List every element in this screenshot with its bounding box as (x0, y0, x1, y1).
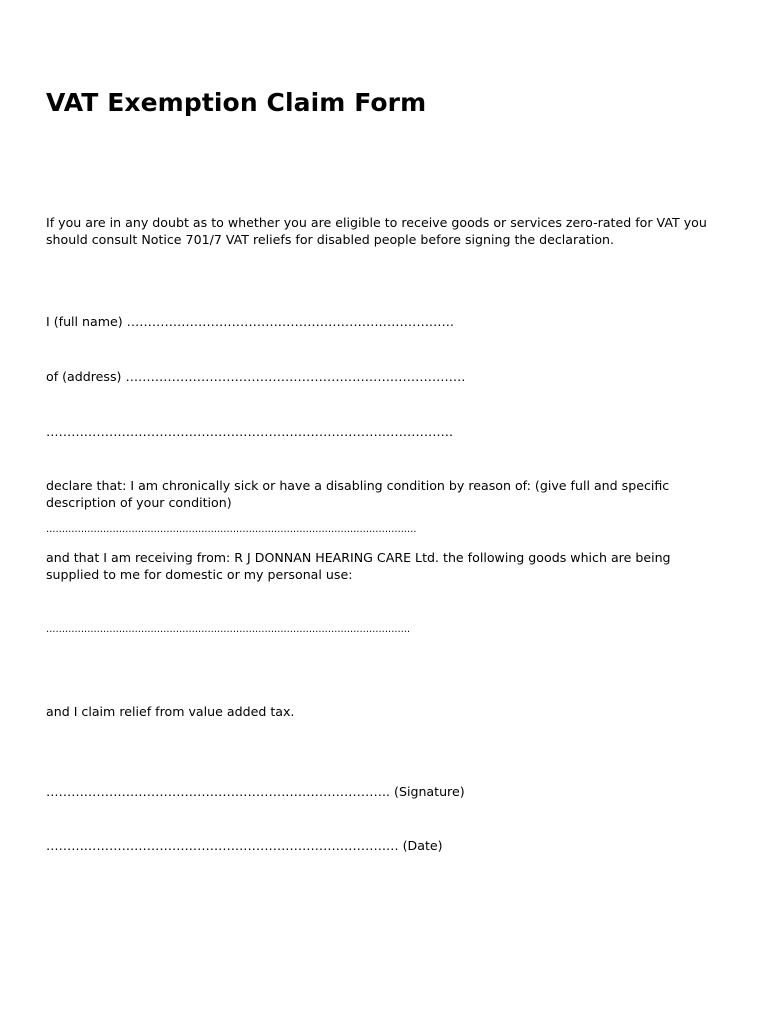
condition-description-field[interactable]: ……………………………………………………………………………………………………… (46, 524, 417, 535)
declaration-text: declare that: I am chronically sick or have a disabling condition by reason of: (give full and specific description of your condition) (46, 478, 670, 510)
date-field[interactable]: ………………………………………………………………………… (Date) (46, 838, 443, 853)
address-field-line-2[interactable]: ……………………………………………………………………………………. (46, 424, 454, 439)
goods-description-field[interactable]: ……………………………………………………………………………………………………. (46, 624, 411, 635)
signature-field[interactable]: ………………………………………………………………………. (Signature) (46, 784, 465, 799)
page-title: VAT Exemption Claim Form (46, 88, 427, 117)
address-field[interactable]: of (address) ……………………………………………………………………… (46, 369, 466, 384)
full-name-field[interactable]: I (full name) …………………………………………………………………… (46, 314, 455, 329)
goods-supplier-text: and that I am receiving from: R J DONNAN HEARING CARE Ltd. the following goods which are being supplied to me for domestic or my personal use: (46, 550, 671, 582)
claim-relief-text: and I claim relief from value added tax. (46, 704, 295, 719)
intro-text: If you are in any doubt as to whether you are eligible to receive goods or services zero-rated for VAT you should consult Notice 701/7 VAT reliefs for disabled people before signing the declaration. (46, 215, 707, 247)
